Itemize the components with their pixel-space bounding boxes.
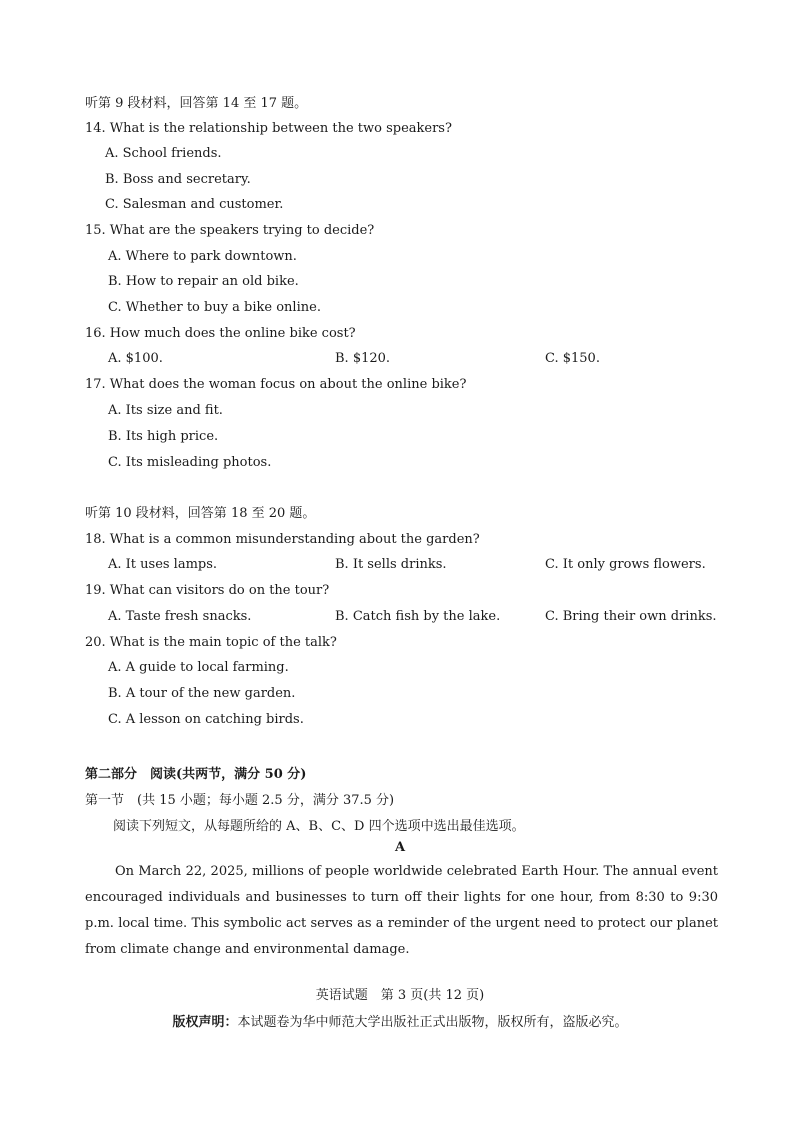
q14-option-b: B. Boss and secretary. bbox=[105, 172, 251, 187]
q16-option-b: B. $120. bbox=[335, 351, 391, 366]
q16-option-c: C. $150. bbox=[545, 351, 600, 366]
q17-option-b: B. Its high price. bbox=[108, 429, 219, 444]
question-17: 17. What does the woman focus on about the online bike? bbox=[85, 377, 467, 392]
question-15: 15. What are the speakers trying to decide? bbox=[85, 223, 375, 238]
q20-option-b: B. A tour of the new garden. bbox=[108, 686, 296, 701]
passage-a bbox=[85, 859, 718, 963]
subsection-title: 第一节 (共 15 小题；每小题 2.5 分，满分 37.5 分) bbox=[85, 793, 395, 808]
passage-label: A bbox=[394, 840, 406, 855]
q16-option-a: A. $100. bbox=[108, 351, 163, 366]
q18-option-b: B. It sells drinks. bbox=[335, 557, 447, 572]
question-20: 20. What is the main topic of the talk? bbox=[85, 635, 337, 650]
q14-option-c: C. Salesman and customer. bbox=[105, 197, 284, 212]
q19-option-a: A. Taste fresh snacks. bbox=[108, 609, 252, 624]
q15-option-a: A. Where to park downtown. bbox=[108, 249, 297, 264]
question-14: 14. What is the relationship between the two speakers? bbox=[85, 121, 452, 136]
passage-a-text: On March 22, 2025, millions of people worldwide celebrated Earth Hour. The annual event encouraged individuals and businesses to turn off their lights for one hour, from 8:30 to 9:30 p.m. local time. This symbolic act serves as a reminder of the urgent need to protect our planet from climate change and environmental damage. bbox=[85, 864, 718, 957]
q14-option-a: A. School friends. bbox=[105, 146, 222, 161]
copyright-text: 本试题卷为华中师范大学出版社正式出版物，版权所有，盗版必究。 bbox=[237, 1015, 628, 1030]
q15-option-b: B. How to repair an old bike. bbox=[108, 274, 299, 289]
q19-option-b: B. Catch fish by the lake. bbox=[335, 609, 501, 624]
reading-instruction: 阅读下列短文，从每题所给的 A、B、C、D 四个选项中选出最佳选项。 bbox=[113, 819, 525, 834]
question-19: 19. What can visitors do on the tour? bbox=[85, 583, 330, 598]
question-18: 18. What is a common misunderstanding about the garden? bbox=[85, 532, 480, 547]
q18-option-a: A. It uses lamps. bbox=[108, 557, 218, 572]
q17-option-a: A. Its size and fit. bbox=[108, 403, 223, 418]
section-10-header: 听第 10 段材料，回答第 18 至 20 题。 bbox=[85, 506, 316, 521]
question-16: 16. How much does the online bike cost? bbox=[85, 326, 356, 341]
page-footer: 英语试题 第 3 页(共 12 页) bbox=[315, 988, 485, 1003]
section-9-header: 听第 9 段材料，回答第 14 至 17 题。 bbox=[85, 96, 308, 111]
q18-option-c: C. It only grows flowers. bbox=[545, 557, 706, 572]
copyright-notice bbox=[0, 1011, 800, 1030]
q17-option-c: C. Its misleading photos. bbox=[108, 455, 272, 470]
part-2-title: 第二部分 阅读(共两节，满分 50 分) bbox=[85, 767, 307, 782]
q19-option-c: C. Bring their own drinks. bbox=[545, 609, 717, 624]
q15-option-c: C. Whether to buy a bike online. bbox=[108, 300, 321, 315]
q20-option-a: A. A guide to local farming. bbox=[108, 660, 289, 675]
q20-option-c: C. A lesson on catching birds. bbox=[108, 712, 304, 727]
copyright-label: 版权声明： bbox=[172, 1015, 238, 1030]
